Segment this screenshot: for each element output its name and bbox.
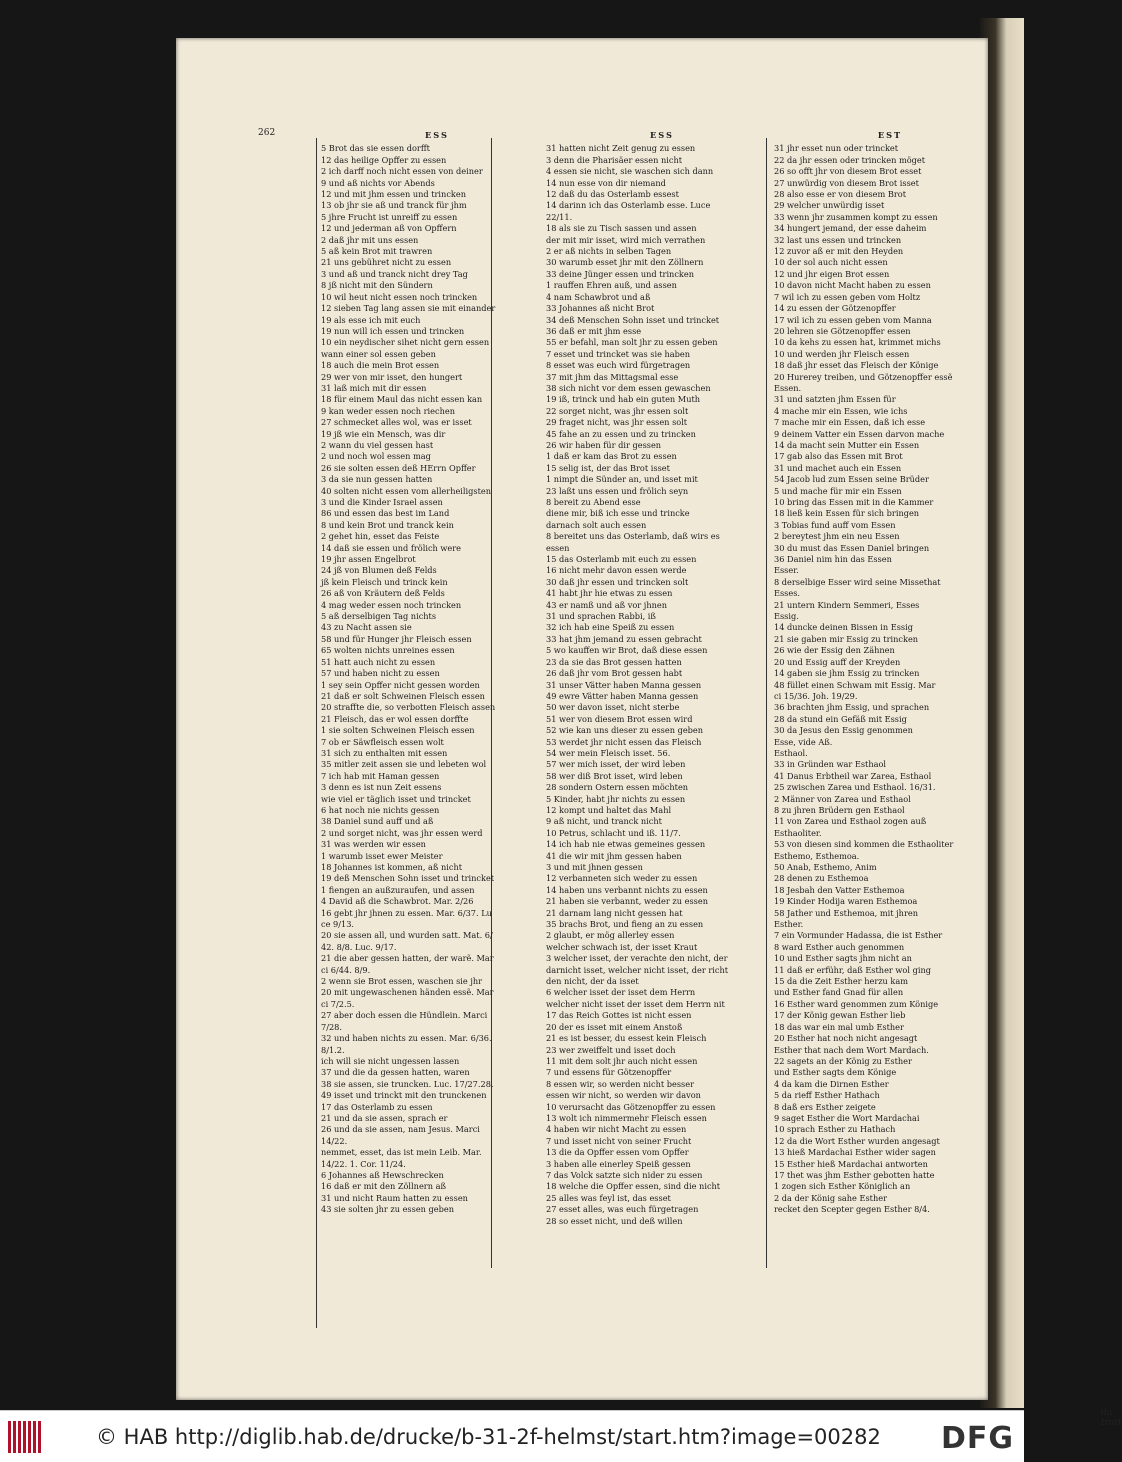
- index-entry: 18 daß jhr esset das Fleisch der Könige: [774, 360, 939, 371]
- index-entry: 28 so esset nicht, und deß willen: [546, 1215, 683, 1226]
- index-entry: 17 thet was jhm Esther gebotten hatte: [774, 1169, 935, 1180]
- index-entry: 1 sey sein Opffer nicht gessen worden: [321, 679, 480, 690]
- index-entry: 18 welche die Opffer essen, sind die nicht: [546, 1181, 721, 1192]
- index-entry: 31 unser Vätter haben Manna gessen: [546, 679, 702, 690]
- index-entry: Esthaoliter.: [774, 827, 822, 838]
- index-entry: 1 sie solten Schweinen Fleisch essen: [321, 725, 475, 736]
- index-entry: 33 wenn jhr zusammen kompt zu essen: [774, 211, 938, 222]
- index-entry: wie viel er täglich isset und trincket: [321, 793, 471, 804]
- index-entry: 16 Esther ward genommen zum Könige: [774, 998, 939, 1009]
- index-entry: 32 und haben nichts zu essen. Mar. 6/36.: [321, 1033, 492, 1044]
- index-entry: 21 und da sie assen, sprach er: [321, 1112, 448, 1123]
- footer-bar: [0, 1410, 1024, 1462]
- book-page: [176, 38, 1122, 1428]
- index-entry: 41 die wir mit jhm gessen haben: [546, 850, 682, 861]
- index-entry: 19 iß, trinck und hab ein guten Muth: [546, 394, 701, 405]
- index-entry: 17 das Osterlamb zu essen: [321, 1101, 433, 1112]
- index-entry: 5 wo kauffen wir Brot, daß diese essen: [546, 645, 708, 656]
- index-entry: 3 da sie nun gessen hatten: [321, 474, 433, 485]
- footer-url[interactable]: © HAB http://diglib.hab.de/drucke/b-31-2f-helmst/start.htm?image=00282: [96, 1425, 881, 1449]
- index-entry: 8/1.2.: [321, 1044, 345, 1055]
- index-entry: 21 sie gaben mir Essig zu trincken: [774, 633, 919, 644]
- index-entry: 8 zu jhren Brüdern gen Esthaol: [774, 804, 905, 815]
- index-entry: 42. 8/8. Luc. 9/17.: [321, 941, 397, 952]
- index-entry: 19 Kinder Hodija waren Esthemoa: [774, 896, 918, 907]
- index-entry: 30 da Jesus den Essig genommen: [774, 725, 913, 736]
- index-entry: 12 kompt und haltet das Mahl: [546, 804, 672, 815]
- index-entry: 31 sich zu enthalten mit essen: [321, 747, 448, 758]
- index-entry: 18 für einem Maul das nicht essen kan: [321, 394, 483, 405]
- index-entry: 57 und haben nicht zu essen: [321, 668, 440, 679]
- index-entry: 31 jhr esset nun oder trincket: [774, 143, 899, 154]
- index-entry: ci 7/2.5.: [321, 998, 355, 1009]
- index-entry: 18 auch die mein Brot essen: [321, 360, 440, 371]
- index-entry: 17 der König gewan Esther lieb: [774, 1010, 906, 1021]
- index-entry: 38 sich nicht vor dem essen gewaschen: [546, 382, 711, 393]
- index-entry: 8 bereit zu Abend esse: [546, 497, 641, 507]
- index-entry: 14 gaben sie jhm Essig zu trincken: [774, 668, 920, 679]
- index-entry: 12 sieben Tag lang assen sie mit einander: [321, 303, 496, 314]
- column-header: ESS: [425, 130, 449, 140]
- index-entry: 26 wie der Essig den Zähnen: [774, 645, 895, 656]
- index-entry: 14 da macht sein Mutter ein Essen: [774, 439, 920, 450]
- index-entry: 7 ob er Säwfleisch essen wolt: [321, 736, 444, 747]
- index-entry: 16 daß er mit den Zöllnern aß: [321, 1181, 446, 1192]
- index-entry: 34 hungert jemand, der esse daheim: [774, 223, 927, 234]
- index-entry: 10 und werden jhr Fleisch essen: [774, 348, 910, 359]
- index-entry: darnicht isset, welcher nicht isset, der richt: [546, 964, 729, 975]
- index-entry: 10 Petrus, schlacht und iß. 11/7.: [546, 827, 681, 838]
- index-entry: 21 haben sie verbannt, weder zu essen: [546, 896, 708, 907]
- index-entry: 41 Danus Erbtheil war Zarea, Esthaol: [774, 770, 932, 781]
- index-entry: 21 es ist besser, du essest kein Fleisch: [546, 1033, 707, 1044]
- index-entry: 3 welcher isset, der verachte den nicht, der: [546, 953, 728, 964]
- index-entry: 2 er aß nichts in selben Tagen: [546, 246, 672, 257]
- index-entry: 11 daß er erführ, daß Esther wol ging: [774, 964, 931, 975]
- index-entry: 29 fraget nicht, was jhr essen solt: [546, 417, 688, 428]
- index-entry: 8 bereitet uns das Osterlamb, daß wirs es: [546, 531, 720, 542]
- index-entry: 1 rauffen Ehren auß, und assen: [546, 280, 677, 291]
- index-entry: 45 fahe an zu essen und zu trincken: [546, 428, 696, 439]
- index-entry: 7 wil ich zu essen geben vom Holtz: [774, 291, 921, 302]
- index-entry: 16 nicht mehr davon essen werde: [546, 565, 687, 576]
- index-entry: 10 da kehs zu essen hat, krimmet michs: [774, 337, 941, 348]
- index-entry: 2 und sorget nicht, was jhr essen werd: [321, 827, 483, 838]
- index-entry: 35 mitler zeit assen sie und lebeten wol: [321, 759, 487, 770]
- index-entry: Esses.: [774, 588, 801, 599]
- index-entry: 25 alles was feyl ist, das esset: [546, 1192, 671, 1203]
- index-entry: 37 mit jhm das Mittagsmal esse: [546, 371, 679, 382]
- index-entry: 2 gehet hin, esset das Feiste: [321, 531, 440, 542]
- index-entry: 10 und Esther sagts jhm nicht an: [774, 953, 912, 964]
- index-entry: 2 daß jhr mit uns essen: [321, 234, 419, 245]
- index-entry: diene mir, biß ich esse und trincke: [546, 508, 690, 519]
- index-entry: 8 essen wir, so werden nicht besser: [546, 1078, 694, 1089]
- index-entry: 14 nun esse von dir niemand: [546, 177, 666, 188]
- index-entry: 49 ewre Vätter haben Manna gessen: [546, 690, 699, 701]
- index-entry: 31 und sprachen Rabbi, iß: [546, 611, 656, 622]
- index-entry: 21 daß er solt Schweinen Fleisch essen: [321, 690, 485, 701]
- index-entry: welcher nicht isset der isset dem Herrn nit: [546, 998, 725, 1009]
- index-entry: 2 Männer von Zarea und Esthaol: [774, 793, 911, 804]
- index-entry: 2 bereytest jhm ein neu Essen: [774, 531, 900, 542]
- index-entry: 21 Fleisch, das er wol essen dorffte: [321, 713, 469, 724]
- index-entry: 20 straffte die, so verbotten Fleisch assen: [321, 702, 496, 713]
- index-entry: 9 und aß nichts vor Abends: [321, 177, 435, 188]
- index-entry: 11 mit dem solt jhr auch nicht essen: [546, 1055, 698, 1066]
- index-entry: 27 aber doch essen die Hündlein. Marci: [321, 1010, 488, 1021]
- index-entry: 2 wenn sie Brot essen, waschen sie jhr: [321, 976, 483, 987]
- index-entry: 41 habt jhr hie etwas zu essen: [546, 588, 673, 599]
- index-entry: 38 Daniel sund auff und aß: [321, 816, 434, 827]
- index-entry: 5 Kinder, habt jhr nichts zu essen: [546, 793, 686, 804]
- index-entry: 58 wer diß Brot isset, wird leben: [546, 770, 683, 781]
- index-entry: 18 das war ein mal umb Esther: [774, 1021, 904, 1032]
- index-entry: 21 uns gebühret nicht zu essen: [321, 257, 452, 268]
- index-entry: 12 und mit jhm essen und trincken: [321, 189, 466, 200]
- index-entry: 11 von Zarea und Esthaol zogen auß: [774, 816, 927, 827]
- index-entry: 33 deine Jünger essen und trincken: [546, 268, 694, 279]
- index-entry: 36 brachten jhm Essig, und sprachen: [774, 702, 930, 713]
- index-entry: 7 und essens für Götzenopffer: [546, 1067, 672, 1078]
- index-entry: 86 und essen das best im Land: [321, 508, 450, 519]
- index-entry: 22 da jhr essen oder trincken möget: [774, 154, 926, 165]
- index-entry: 13 hieß Mardachai Esther wider sagen: [774, 1147, 936, 1158]
- index-column-2: [546, 130, 778, 1227]
- index-entry: Essig.: [774, 611, 799, 622]
- index-entry: und Esther sagts dem Könige: [774, 1067, 897, 1078]
- index-entry: 50 Anab, Esthemo, Anim: [774, 862, 877, 872]
- index-entry: 6 Johannes aß Hewschrecken: [321, 1169, 444, 1180]
- index-entry: 22/11.: [546, 211, 573, 222]
- index-entry: 4 David aß die Schawbrot. Mar. 2/26: [321, 896, 474, 907]
- index-entry: 20 lehren sie Götzenopffer essen: [774, 325, 911, 336]
- index-entry: 5 Brot das sie essen dorfft: [321, 143, 430, 154]
- index-entry: 58 Jather und Esthemoa, mit jhren: [774, 907, 918, 918]
- index-entry: 22 sorget nicht, was jhr essen solt: [546, 405, 689, 416]
- index-entry: 28 da stund ein Gefäß mit Essig: [774, 713, 907, 724]
- index-entry: ci 6/44. 8/9.: [321, 964, 371, 975]
- index-entry: 28 denen zu Esthemoa: [774, 873, 869, 884]
- index-entry: 8 jß nicht mit den Sündern: [321, 280, 433, 291]
- index-entry: 4 haben wir nicht Macht zu essen: [546, 1124, 687, 1135]
- index-entry: 10 ein neydischer sihet nicht gern essen: [321, 337, 490, 348]
- index-entry: 2 wann du viel gessen hast: [321, 439, 434, 450]
- index-entry: 36 daß er mit jhm esse: [546, 325, 642, 336]
- index-entry: 31 und satzten jhm Essen für: [774, 394, 896, 405]
- index-entry: 24 jß von Blumen deß Felds: [321, 565, 437, 576]
- hab-logo-icon: [8, 1421, 48, 1453]
- index-entry: Essen.: [774, 382, 802, 393]
- index-entry: 12 daß du das Osterlamb essest: [546, 189, 679, 200]
- index-entry: 15 selig ist, der das Brot isset: [546, 462, 670, 473]
- index-entry: 15 das Osterlamb mit euch zu essen: [546, 554, 697, 565]
- index-entry: 31 und machet auch ein Essen: [774, 462, 902, 473]
- index-entry: 18 als sie zu Tisch sassen und assen: [546, 223, 697, 234]
- index-entry: essen wir nicht, so werden wir davon: [546, 1090, 701, 1101]
- index-entry: 7/28.: [321, 1021, 342, 1032]
- index-entry: 5 und mache für mir ein Essen: [774, 485, 902, 496]
- index-entry: 53 von diesen sind kommen die Esthaoliter: [774, 839, 954, 850]
- index-entry: 14 darinn ich das Osterlamb esse. Luce: [546, 200, 711, 211]
- index-entry: 7 das Volck satzte sich nider zu essen: [546, 1169, 703, 1180]
- index-entry: 50 wer davon isset, nicht sterbe: [546, 702, 680, 713]
- index-entry: 32 last uns essen und trincken: [774, 234, 902, 245]
- index-entry: 3 denn die Pharisäer essen nicht: [546, 154, 683, 165]
- index-entry: 14 daß sie essen und frölich were: [321, 542, 462, 553]
- index-entry: 20 sie assen all, und wurden satt. Mat. 6/: [321, 930, 493, 941]
- index-entry: Esser.: [774, 565, 799, 576]
- index-entry: und Esther fand Gnad für allen: [774, 987, 904, 998]
- index-entry: 2 da der König sahe Esther: [774, 1192, 888, 1203]
- index-entry: 17 wil ich zu essen geben vom Manna: [774, 314, 932, 325]
- index-entry: ci 15/36. Joh. 19/29.: [774, 690, 858, 701]
- index-entry: 33 in Gründen war Esthaol: [774, 759, 887, 770]
- index-entry: Esse, vide Aß.: [774, 736, 833, 747]
- index-entry: 3 und aß und tranck nicht drey Tag: [321, 268, 468, 279]
- index-entry: 26 und da sie assen, nam Jesus. Marci: [321, 1124, 480, 1135]
- index-entry: recket den Scepter gegen Esther 8/4.: [774, 1204, 930, 1215]
- index-entry: Esthemo, Esthemoa.: [774, 850, 860, 861]
- index-entry: 7 mache mir ein Essen, daß ich esse: [774, 417, 926, 428]
- index-entry: 10 sprach Esther zu Hathach: [774, 1124, 896, 1135]
- index-entry: 12 zuvor aß er mit den Heyden: [774, 246, 904, 257]
- index-entry: 19 deß Menschen Sohn isset und trincket: [321, 873, 495, 884]
- index-entry: 15 da die Zeit Esther herzu kam: [774, 976, 909, 987]
- index-entry: 27 esset alles, was euch fürgetragen: [546, 1204, 699, 1215]
- index-entry: 31 was werden wir essen: [321, 839, 426, 850]
- index-entry: 53 werdet jhr nicht essen das Fleisch: [546, 736, 702, 747]
- index-entry: 20 Hurerey treiben, und Götzenopffer essẽ: [774, 371, 953, 382]
- index-entry: 37 und die da gessen hatten, waren: [321, 1067, 470, 1078]
- index-entry: welcher schwach ist, der isset Kraut: [546, 941, 698, 952]
- index-entry: 55 er befahl, man solt jhr zu essen geben: [546, 337, 718, 348]
- index-entry: 1 warumb isset ewer Meister: [321, 850, 443, 861]
- index-entry: 12 da die Wort Esther wurden angesagt: [774, 1135, 940, 1146]
- index-entry: 23 wer zweiffelt und isset doch: [546, 1044, 676, 1055]
- index-entry: 1 nimpt die Sünder an, und isset mit: [546, 474, 698, 485]
- index-entry: 4 mache mir ein Essen, wie ichs: [774, 405, 908, 416]
- index-entry: 33 hat jhm jemand zu essen gebracht: [546, 633, 702, 644]
- index-entry: 8 ward Esther auch genommen: [774, 941, 905, 952]
- index-entry: wann einer sol essen geben: [321, 348, 436, 359]
- index-entry: 5 aß kein Brot mit trawren: [321, 246, 433, 257]
- index-entry: 2 und noch wol essen mag: [321, 451, 431, 462]
- index-entry: 18 Jesbah den Vatter Esthemoa: [774, 884, 905, 895]
- index-column-3: [774, 130, 1006, 1216]
- index-entry: 22 sagets an der König zu Esther: [774, 1055, 912, 1066]
- index-entry: 13 wolt ich nimmermehr Fleisch essen: [546, 1112, 707, 1123]
- index-entry: 31 hatten nicht Zeit genug zu essen: [546, 143, 696, 154]
- index-entry: 23 laßt uns essen und frölich seyn: [546, 485, 689, 496]
- index-entry: 18 ließ kein Essen für sich bringen: [774, 508, 920, 519]
- index-entry: 9 deinem Vatter ein Essen darvon mache: [774, 428, 945, 439]
- index-entry: 20 mit ungewaschenen händen essẽ. Mar: [321, 987, 494, 998]
- index-entry: 31 und nicht Raum hatten zu essen: [321, 1192, 468, 1203]
- index-entry: 26 daß jhr vom Brot gessen habt: [546, 668, 683, 679]
- index-entry: 10 der sol auch nicht essen: [774, 257, 888, 268]
- index-entry: 57 wer mich isset, der wird leben: [546, 759, 686, 770]
- index-entry: 30 warumb esset jhr mit den Zöllnern: [546, 257, 704, 268]
- index-entry: 3 und mit jhnen gessen: [546, 862, 643, 872]
- index-entry: darnach solt auch essen: [546, 519, 647, 530]
- index-entry: 13 die da Opffer essen vom Opffer: [546, 1147, 689, 1158]
- index-entry: 26 wir haben für dir gessen: [546, 439, 662, 450]
- index-entry: 28 sondern Ostern essen möchten: [546, 782, 689, 793]
- index-entry: 38 sie assen, sie truncken. Luc. 17/27.28.: [321, 1078, 494, 1089]
- column-rule: [316, 138, 317, 1328]
- index-entry: 17 gab also das Essen mit Brot: [774, 451, 903, 462]
- index-entry: ich will sie nicht ungessen lassen: [321, 1055, 460, 1066]
- index-entry: 7 und isset nicht von seiner Frucht: [546, 1135, 692, 1146]
- index-entry: 10 bring das Essen mit in die Kammer: [774, 497, 934, 507]
- index-entry: 48 füllet einen Schwam mit Essig. Mar: [774, 679, 936, 690]
- index-entry: 17 das Reich Gottes ist nicht essen: [546, 1010, 692, 1021]
- index-entry: 40 solten nicht essen vom allerheiligsten: [321, 485, 492, 496]
- index-entry: jß kein Fleisch und trinck kein: [321, 576, 448, 587]
- index-entry: 26 aß von Kräutern deß Felds: [321, 588, 445, 599]
- index-entry: nemmet, esset, das ist mein Leib. Mar.: [321, 1147, 482, 1158]
- index-entry: 19 jhr assen Engelbrot: [321, 554, 416, 565]
- index-entry: 25 zwischen Zarea und Esthaol. 16/31.: [774, 782, 936, 793]
- index-entry: 20 der es isset mit einem Anstoß: [546, 1021, 683, 1032]
- index-entry: 23 da sie das Brot gessen hatten: [546, 656, 682, 667]
- index-entry: 2 ich darff noch nicht essen von deiner: [321, 166, 483, 177]
- index-entry: 35 brachs Brot, und fieng an zu essen: [546, 919, 704, 930]
- index-entry: 8 derselbige Esser wird seine Missethat: [774, 576, 941, 587]
- index-entry: 54 wer mein Fleisch isset. 56.: [546, 747, 671, 758]
- index-entry: 26 so offt jhr von diesem Brot esset: [774, 166, 922, 177]
- index-entry: 4 nam Schawbrot und aß: [546, 291, 651, 302]
- index-entry: 29 wer von mir isset, den hungert: [321, 371, 463, 382]
- index-entry: 14/22. 1. Cor. 11/24.: [321, 1158, 406, 1169]
- page-number: 262: [258, 128, 276, 138]
- index-entry: 36 Daniel nim hin das Essen: [774, 554, 892, 565]
- index-entry: 10 davon nicht Macht haben zu essen: [774, 280, 931, 291]
- index-entry: 65 wolten nichts unreines essen: [321, 645, 455, 656]
- index-entry: 7 ein Vormunder Hadassa, die ist Esther: [774, 930, 943, 941]
- index-entry: 1 zogen sich Esther Königlich an: [774, 1181, 911, 1192]
- index-entry: ce 9/13.: [321, 919, 355, 930]
- index-entry: 14/22.: [321, 1135, 348, 1146]
- index-entry: 12 verbanneten sich weder zu essen: [546, 873, 698, 884]
- index-entry: 3 und die Kinder Israel assen: [321, 497, 443, 507]
- index-entry: 43 er namß und aß vor jhnen: [546, 599, 667, 610]
- index-entry: Esther.: [774, 919, 804, 930]
- index-entry: 6 welcher isset der isset dem Herrn: [546, 987, 696, 998]
- index-entry: 3 Tobias fund auff vom Essen: [774, 519, 896, 530]
- index-entry: 19 nun will ich essen und trincken: [321, 325, 465, 336]
- index-entry: 43 zu Nacht assen sie: [321, 622, 412, 633]
- index-entry: 30 du must das Essen Daniel bringen: [774, 542, 930, 553]
- index-entry: 21 darnam lang nicht gessen hat: [546, 907, 683, 918]
- index-entry: 31 laß mich mit dir essen: [321, 382, 427, 393]
- index-entry: 14 haben uns verbannt nichts zu essen: [546, 884, 708, 895]
- index-entry: 51 hatt auch nicht zu essen: [321, 656, 436, 667]
- column-header: EST: [877, 130, 903, 140]
- index-entry: 27 unwürdig von diesem Brot isset: [774, 177, 919, 188]
- index-entry: den nicht, der da isset: [546, 976, 639, 987]
- index-entry: 54 Jacob lud zum Essen seine Brüder: [774, 474, 929, 485]
- index-entry: 5 jhre Frucht ist unreiff zu essen: [321, 211, 458, 222]
- index-entry: 34 deß Menschen Sohn isset und trincket: [546, 314, 720, 325]
- index-entry: 52 wie kan uns dieser zu essen geben: [546, 725, 704, 736]
- catchword: da tratt: [1101, 1408, 1122, 1428]
- index-entry: Esthaol.: [774, 747, 808, 758]
- index-entry: 3 denn es ist nun Zeit essens: [321, 782, 442, 793]
- index-entry: essen: [546, 542, 570, 553]
- dfg-logo: DFG: [940, 1421, 1014, 1456]
- index-entry: 49 isset und trinckt mit den trunckenen: [321, 1090, 487, 1101]
- index-entry: 20 und Essig auff der Kreyden: [774, 656, 901, 667]
- index-entry: 15 Esther hieß Mardachai antworten: [774, 1158, 928, 1169]
- index-entry: 14 ich hab nie etwas gemeines gessen: [546, 839, 706, 850]
- index-entry: 21 die aber gessen hatten, der warẽ. Mar: [321, 953, 494, 964]
- index-entry: 10 wil heut nicht essen noch trincken: [321, 291, 478, 302]
- index-entry: 3 haben alle einerley Speiß gessen: [546, 1158, 691, 1169]
- index-entry: 9 saget Esther die Wort Mardachai: [774, 1112, 920, 1123]
- index-entry: 20 Esther hat noch nicht angesagt: [774, 1033, 918, 1044]
- index-entry: 12 das heilige Opffer zu essen: [321, 154, 447, 165]
- index-entry: der mit mir isset, wird mich verrathen: [546, 234, 706, 245]
- index-entry: 19 jß wie ein Mensch, was dir: [321, 428, 446, 439]
- index-column-1: [321, 130, 553, 1216]
- index-entry: 12 und jederman aß von Opffern: [321, 223, 457, 234]
- column-header: ESS: [650, 130, 674, 140]
- index-entry: 4 da kam die Dirnen Esther: [774, 1078, 889, 1089]
- index-entry: 8 und kein Brot und tranck kein: [321, 519, 454, 530]
- index-entry: 27 schmecket alles wol, was er isset: [321, 417, 472, 428]
- index-entry: 14 duncke deinen Bissen in Essig: [774, 622, 913, 633]
- index-entry: 12 und jhr eigen Brot essen: [774, 268, 890, 279]
- index-entry: 7 esset und trincket was sie haben: [546, 348, 691, 359]
- index-entry: 32 ich hab eine Speiß zu essen: [546, 622, 675, 633]
- index-entry: 19 als esse ich mit euch: [321, 314, 421, 325]
- index-entry: 8 esset was euch wird fürgetragen: [546, 360, 691, 371]
- index-entry: 29 welcher unwürdig isset: [774, 200, 885, 211]
- index-entry: 2 glaubt, er mög allerley essen: [546, 930, 675, 941]
- index-entry: 1 daß er kam das Brot zu essen: [546, 451, 677, 462]
- index-entry: 13 ob jhr sie aß und tranck für jhm: [321, 200, 467, 211]
- index-entry: 51 wer von diesem Brot essen wird: [546, 713, 693, 724]
- index-entry: Esther that nach dem Wort Mardach.: [774, 1044, 929, 1055]
- index-entry: 4 mag weder essen noch trincken: [321, 599, 462, 610]
- index-entry: 26 sie solten essen deß HErrn Opffer: [321, 462, 476, 473]
- index-entry: 18 Johannes ist kommen, aß nicht: [321, 862, 463, 872]
- index-entry: 10 verursacht das Götzenopffer zu essen: [546, 1101, 716, 1112]
- index-entry: 8 daß ers Esther zeigete: [774, 1101, 876, 1112]
- index-entry: 21 untern Kindern Semmeri, Esses: [774, 599, 920, 610]
- index-entry: 5 da rieff Esther Hathach: [774, 1090, 880, 1101]
- index-entry: 30 daß jhr essen und trincken solt: [546, 576, 689, 587]
- index-entry: 16 gebt jhr jhnen zu essen. Mar. 6/37. Lu: [321, 907, 492, 918]
- index-entry: 1 fiengen an außzuraufen, und assen: [321, 884, 475, 895]
- index-entry: 58 und für Hunger jhr Fleisch essen: [321, 633, 472, 644]
- index-entry: 9 kan weder essen noch riechen: [321, 405, 455, 416]
- index-entry: 14 zu essen der Götzenopffer: [774, 303, 896, 314]
- index-entry: 5 aß derselbigen Tag nichts: [321, 611, 437, 622]
- index-entry: 33 Johannes aß nicht Brot: [546, 303, 655, 314]
- index-entry: 9 aß nicht, und tranck nicht: [546, 816, 662, 827]
- index-entry: 28 also esse er von diesem Brot: [774, 189, 907, 200]
- index-entry: 7 ich hab mit Haman gessen: [321, 770, 440, 781]
- index-entry: 4 essen sie nicht, sie waschen sich dann: [546, 166, 714, 177]
- index-entry: 6 hat noch nie nichts gessen: [321, 804, 440, 815]
- index-entry: 43 sie solten jhr zu essen geben: [321, 1204, 454, 1215]
